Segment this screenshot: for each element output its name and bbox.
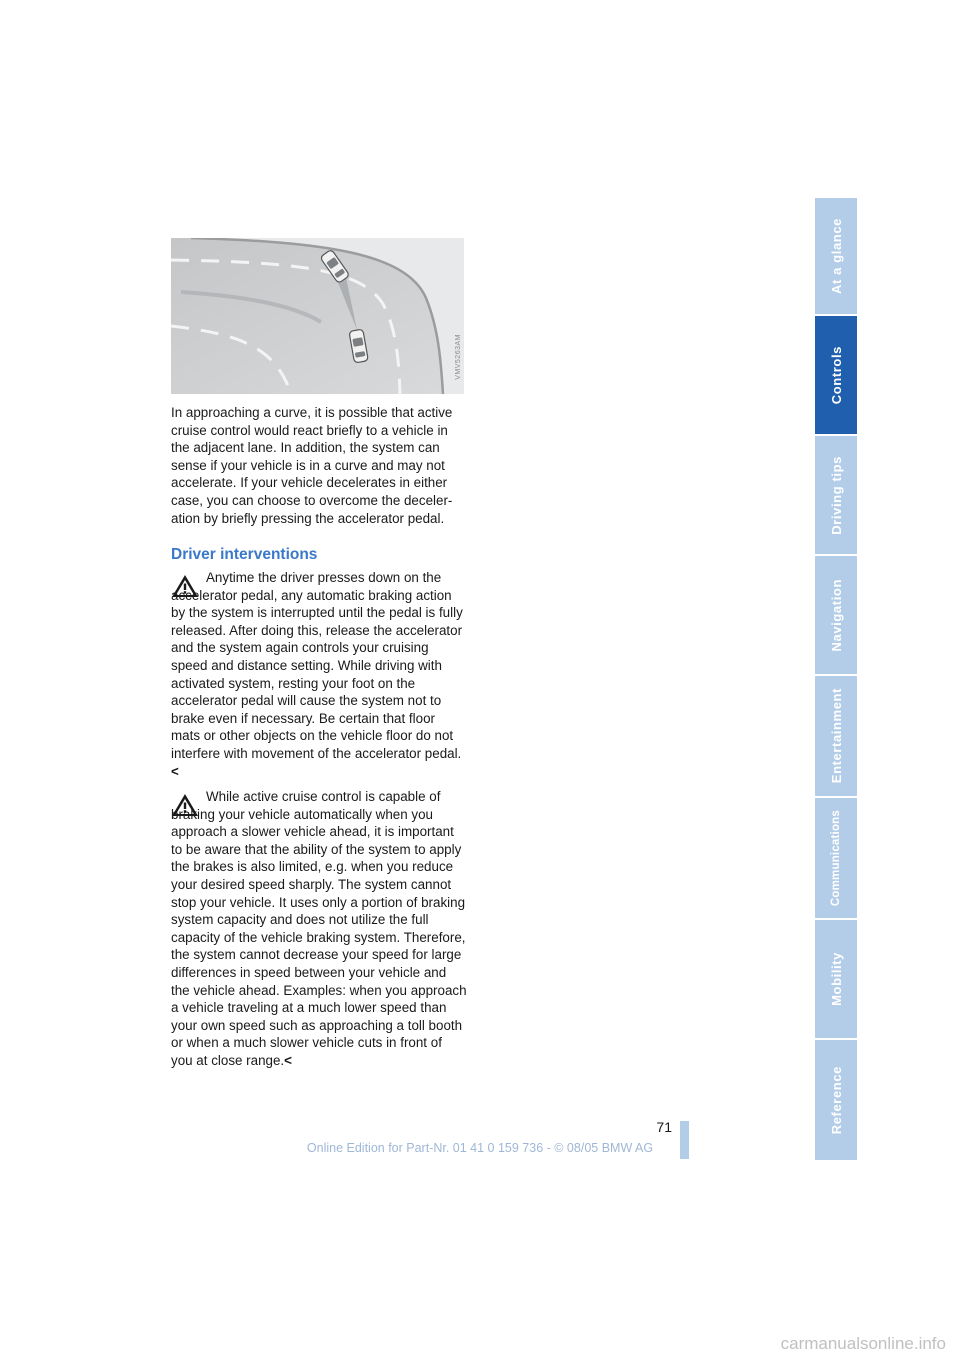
tab-label: Driving tips: [828, 455, 844, 535]
footer-edition-text: Online Edition for Part-Nr. 01 41 0 159 736 - © 08/05 BMW AG: [306, 1141, 654, 1155]
image-code: VMV5263AM: [455, 334, 462, 380]
tab-driving-tips[interactable]: [815, 436, 857, 554]
tab-label: Entertainment: [828, 688, 844, 784]
watermark: carmanualsonline.info: [780, 1334, 946, 1353]
tab-at-a-glance[interactable]: [815, 198, 857, 314]
tab-navigation[interactable]: [815, 556, 857, 674]
section-heading: Driver interventions: [171, 546, 318, 563]
tab-label: Mobility: [828, 952, 844, 1006]
warning-text: While active cruise control is capable of braking your vehicle automatically when you approach a slower vehicle ahead, it is important to be aware that the ability of the system to apply the brakes is also limited, e.g. when you reduce your desired speed sharply. The system cannot stop your vehicle. It uses only a portion of braking system capacity and does not utilize the full capacity of the vehicle braking system. Therefore, the system cannot decrease your speed for large differences in speed between your vehicle and the vehicle ahead. Examples: when you approach a vehicle traveling at a much lower speed than your own speed such as approaching a toll booth or when a much slower vehicle cuts in front of you at close range.: [171, 789, 467, 1068]
end-mark: <: [171, 763, 179, 779]
tab-label: Controls: [828, 345, 844, 405]
tab-communications[interactable]: [815, 798, 857, 918]
curve-illustration: [171, 238, 464, 394]
intro-paragraph: In approaching a curve, it is possible that active cruise control would react briefly to a vehicle in the adjacent lane. In addition, the system can sense if your vehicle is in a curve and may not accelerate. If your vehicle decelerates in either case, you can choose to overcome the deceleration by briefly pressing the accelerator pedal.: [171, 405, 453, 526]
tab-mobility[interactable]: [815, 920, 857, 1038]
road-curve-drawing: [171, 238, 464, 394]
warning-paragraph: [171, 788, 467, 1070]
tab-controls[interactable]: [815, 316, 857, 434]
tab-label: Navigation: [828, 578, 844, 652]
end-mark: <: [284, 1052, 292, 1068]
tab-label: Reference: [828, 1065, 844, 1135]
page-number: 71: [656, 1119, 672, 1135]
warning-text: Anytime the driver presses down on the accelerator pedal, any automatic braking action by the system is interrupted until the pedal is fully released. After doing this, release the accelerator and the system again controls your cruising speed and distance setting. While driving with activated system, resting your foot on the accelerator pedal will cause the system not to brake even if necessary. Be certain that floor mats or other objects on the vehicle floor do not interfere with movement of the accelerator pedal.: [171, 570, 463, 761]
tab-label: Communications: [830, 809, 842, 907]
tab-label: At a glance: [828, 218, 844, 294]
warning-paragraph: [171, 569, 467, 780]
tab-entertainment[interactable]: [815, 676, 857, 796]
